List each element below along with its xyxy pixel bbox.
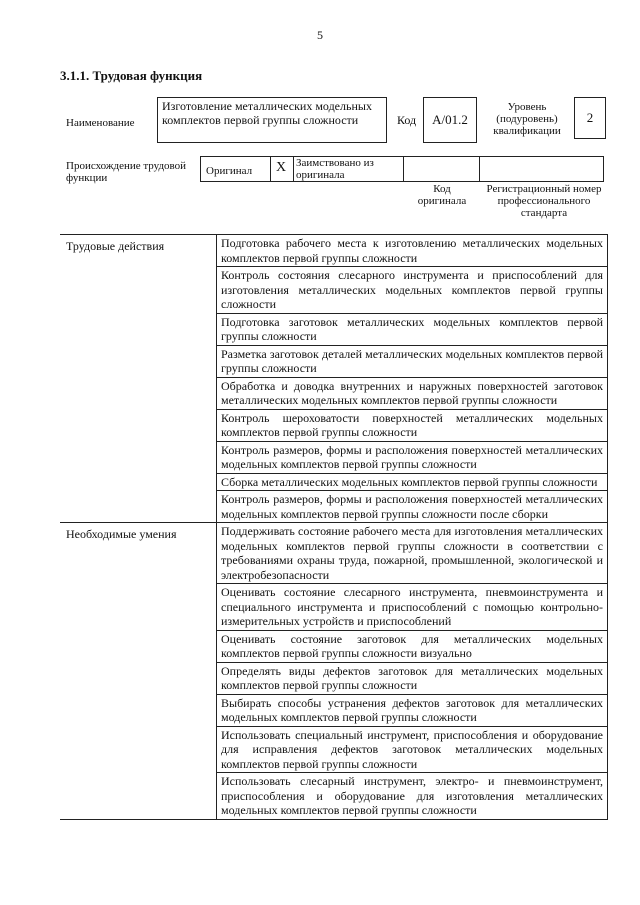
labor-actions-label: Трудовые действия: [60, 235, 217, 523]
skill-item: Оценивать состояние заготовок для металлических модельных комплектов первой группы сложности визуально: [217, 630, 608, 662]
labor-actions-group: [60, 235, 608, 523]
skill-item: Использовать слесарный инструмент, электро- и пневмоинструмент, приспособления и оборудование для изготовления металлических модельных комплектов первой группы сложности: [217, 773, 608, 820]
skill-row: [60, 523, 608, 584]
labor-action-item: Контроль состояния слесарного инструмента и приспособлений для изготовления металлических модельных комплектов первой группы сложности: [217, 267, 608, 314]
function-name-box: [157, 97, 387, 143]
skill-item: Оценивать состояние слесарного инструмента, пневмоинструмента и специального инструмента и приспособлений с помощью контрольно-измерительных устройств и приспособлений: [217, 584, 608, 631]
labor-action-item: Подготовка заготовок металлических модельных комплектов первой группы сложности: [217, 313, 608, 345]
reg-number-caption: Регистрационный номер профессионального стандарта: [486, 183, 602, 219]
code-box: [423, 97, 477, 143]
origin-label: Происхождение трудовой функции: [66, 160, 187, 184]
required-skills-group: [60, 523, 608, 820]
code-value: A/01.2: [432, 112, 468, 127]
name-label: Наименование: [66, 117, 135, 129]
skill-item: Использовать специальный инструмент, приспособления и оборудование для исправления дефектов заготовок металлических модельных комплектов первой группы сложности: [217, 726, 608, 773]
code-original-caption: Код оригинала: [417, 183, 467, 207]
level-label: Уровень (подуровень) квалификации: [493, 101, 561, 137]
required-skills-label: Необходимые умения: [60, 523, 217, 820]
function-name-value: Изготовление металлических модельных комплектов первой группы сложности: [162, 99, 372, 127]
skill-item: Выбирать способы устранения дефектов заготовок для металлических модельных комплектов первой группы сложности: [217, 694, 608, 726]
labor-action-row: [60, 235, 608, 267]
code-label: Код: [397, 113, 417, 127]
labor-action-item: Контроль размеров, формы и расположения поверхностей металлических модельных комплектов первой группы сложности после сборки: [217, 491, 608, 523]
skill-item: Определять виды дефектов заготовок для металлических модельных комплектов первой группы сложности: [217, 662, 608, 694]
labor-action-item: Контроль размеров, формы и расположения поверхностей металлических модельных комплектов первой группы сложности: [217, 441, 608, 473]
origin-row: [200, 156, 604, 182]
borrowed-label: Заимствовано из оригинала: [296, 157, 374, 181]
labor-action-item: Сборка металлических модельных комплектов первой группы сложности: [217, 473, 608, 491]
skill-item: Поддерживать состояние рабочего места для изготовления металлических модельных комплектов первой группы сложности в соответствии с требованиями охраны труда, пожарной, промышленной, экологической и электробезопасности: [217, 523, 608, 584]
original-label: Оригинал: [206, 165, 253, 177]
function-details-table: [60, 234, 608, 820]
labor-action-item: Подготовка рабочего места к изготовлению металлических модельных комплектов первой группы сложности: [217, 235, 608, 267]
section-title: 3.1.1. Трудовая функция: [60, 68, 203, 83]
original-mark: X: [275, 160, 287, 175]
labor-action-item: Обработка и доводка внутренних и наружных поверхностей заготовок металлических модельных комплектов первой группы сложности: [217, 377, 608, 409]
level-box: [574, 97, 606, 139]
page-number: 5: [317, 28, 323, 42]
level-value: 2: [586, 110, 594, 125]
labor-action-item: Разметка заготовок деталей металлических модельных комплектов первой группы сложности: [217, 345, 608, 377]
labor-action-item: Контроль шероховатости поверхностей металлических модельных комплектов первой группы сложности: [217, 409, 608, 441]
